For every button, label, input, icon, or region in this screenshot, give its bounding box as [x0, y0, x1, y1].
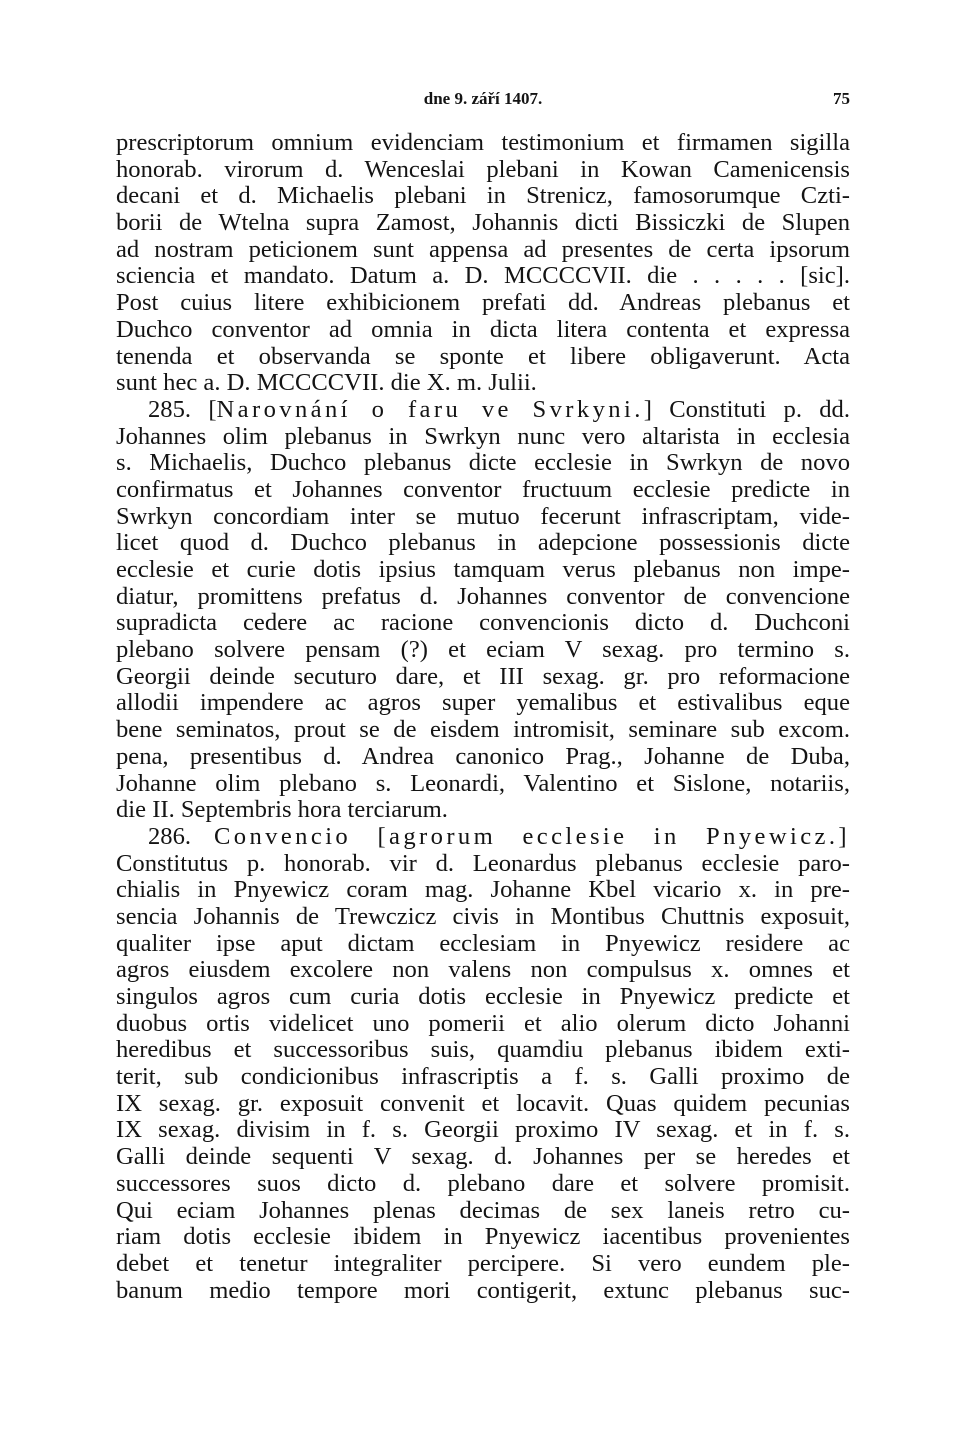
text-line: Post cuius litere exhibicionem prefati dd. Andreas plebanus et [116, 289, 850, 317]
entry-heading: Narovnání o faru ve Svrkyni. [216, 395, 644, 423]
text-line: licet quod d. Duchco plebanus in adepcione possessionis dicte [116, 529, 850, 557]
entry-number: 286. [148, 822, 192, 850]
text-line: Qui eciam Johannes plenas decimas de sex laneis retro cu- [116, 1196, 850, 1224]
text-line: Constitutus p. honorab. vir d. Leonardus plebanus ecclesie paro- [116, 849, 850, 877]
entry-heading-line [116, 824, 850, 851]
text-line: sencia Johannis de Trewczicz civis in Montibus Chuttnis exposuit, [116, 902, 850, 930]
text-line: plebano solvere pensam (?) et eciam V sexag. pro termino s. [116, 636, 850, 664]
entry-heading-line: 285. [Narovnání o faru ve Svrkyni.] Constituti p. dd. [148, 395, 850, 423]
page-number: 75 [833, 89, 850, 108]
text-line: agros eiusdem excolere non valens non compulsus x. omnes et [116, 956, 850, 984]
text-line: confirmatus et Johannes conventor fructuum ecclesie predicte in [116, 475, 850, 503]
text-line: riam dotis ecclesie ibidem in Pnyewicz iacentibus provenientes [116, 1223, 850, 1251]
paragraph-continuation [116, 130, 850, 397]
page-header [116, 89, 850, 115]
text-line: pena, presentibus d. Andrea canonico Prag., Johanne de Duba, [116, 742, 850, 770]
text-line: sunt hec a. D. MCCCCVII. die X. m. Julii. [116, 369, 537, 397]
text-line: debet et tenetur integraliter percipere. Si vero eundem ple- [116, 1249, 850, 1277]
text-line: diatur, promittens prefatus d. Johannes conventor de convencione [116, 582, 850, 610]
text-line: supradicta cedere ac racione convencionis dicto d. Duchconi [116, 609, 850, 637]
entry-285 [116, 397, 850, 824]
text-line: qualiter ipse aput dictam ecclesiam in Pnyewicz residere ac [116, 929, 850, 957]
entry-heading: Convencio [agrorum ecclesie in Pnyewicz.] [213, 822, 850, 850]
text-line: chialis in Pnyewicz coram mag. Johanne Kbel vicario x. in pre- [116, 876, 850, 904]
text-line: Johannes olim plebanus in Swrkyn nunc vero altarista in ecclesia [116, 422, 850, 450]
text-line: IX sexag. divisim in f. s. Georgii proximo IV sexag. et in f. s. [116, 1116, 850, 1144]
text-line: banum medio tempore mori contigerit, extunc plebanus suc- [116, 1276, 850, 1304]
text-line: heredibus et successoribus suis, quamdiu plebanus ibidem exti- [116, 1036, 850, 1064]
text-line: Johanne olim plebano s. Leonardi, Valentino et Sislone, notariis, [116, 769, 850, 797]
text-line: ecclesie et curie dotis ipsius tamquam verus plebanus non impe- [116, 556, 850, 583]
text-line: borii de Wtelna supra Zamost, Johannis dicti Bissiczki de Slupen [116, 209, 850, 237]
running-head: dne 9. září 1407. [423, 89, 543, 108]
text-line: successores suos dicto d. plebano dare et solvere promisit. [116, 1169, 850, 1197]
text-line: Swrkyn concordiam inter se mutuo fecerunt infrascriptam, vide- [116, 502, 850, 530]
text-line: s. Michaelis, Duchco plebanus dicte ecclesie in Swrkyn de novo [116, 449, 850, 477]
text-line: Georgii deinde secuturo dare, et III sexag. gr. pro reformacione [116, 662, 850, 690]
text-line: singulos agros cum curia dotis ecclesie in Pnyewicz predicte et [116, 983, 850, 1010]
text-line-start: Constituti p. dd. [669, 395, 850, 423]
text-line: bene seminatos, prout se de eisdem intromisit, seminare sub excom. [116, 716, 850, 744]
text-line: tenenda et observanda se sponte et libere obligaverunt. Acta [116, 342, 850, 370]
text-line: Galli deinde sequenti V sexag. d. Johannes per se heredes et [116, 1143, 850, 1171]
entry-number: 285. [148, 395, 192, 423]
body-text [116, 130, 850, 1304]
text-line: die II. Septembris hora terciarum. [116, 796, 448, 824]
text-line: terit, sub condicionibus infrascriptis a f. s. Galli proximo de [116, 1063, 850, 1091]
text-line: duobus ortis videlicet uno pomerii et alio olerum dicto Johanni [116, 1009, 850, 1037]
text-line: allodii impendere ac agros super yemalibus et estivalibus eque [116, 689, 850, 717]
text-line: prescriptorum omnium evidenciam testimonium et firmamen sigilla [116, 129, 850, 156]
text-line: Duchco conventor ad omnia in dicta litera contenta et expressa [116, 315, 850, 343]
text-line: honorab. virorum d. Wenceslai plebani in Kowan Camenicensis [116, 155, 850, 183]
text-line: IX sexag. gr. exposuit convenit et locavit. Quas quidem pecunias [116, 1089, 850, 1117]
text-line: ad nostram peticionem sunt appensa ad presentes de certa ipsorum [116, 235, 850, 263]
text-line: decani et d. Michaelis plebani in Strenicz, famosorumque Czti- [116, 182, 850, 210]
text-line: sciencia et mandato. Datum a. D. MCCCCVII. die . . . . . [sic]. [116, 262, 850, 290]
entry-286 [116, 824, 850, 1304]
